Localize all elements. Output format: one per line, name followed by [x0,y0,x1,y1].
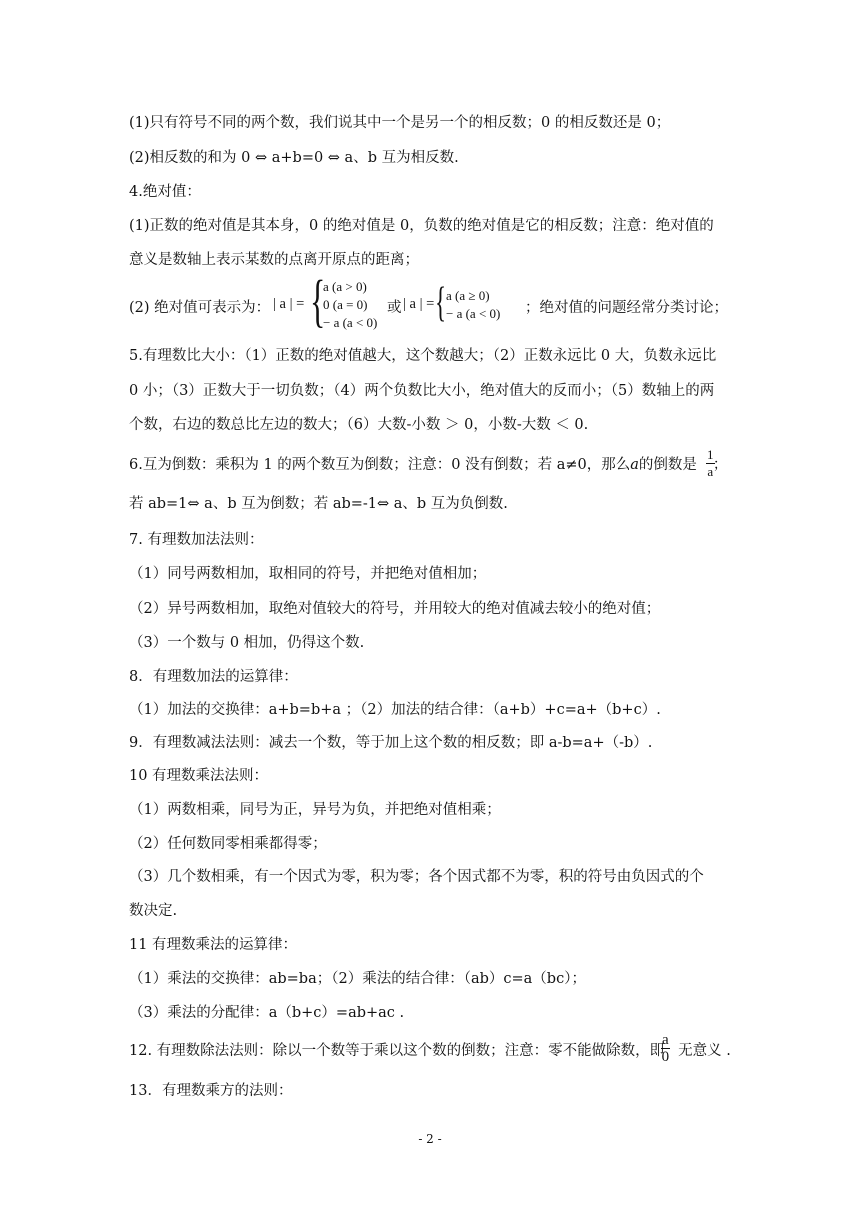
text-segment: 12. 有理数除法法则：除以一个数等于乘以这个数的倒数；注意：零不能做除数，即 [129,1043,665,1059]
text-line: 数决定. [129,903,178,919]
fraction-numerator: a [662,1032,669,1048]
text-line: （3）乘法的分配律：a（b+c）=ab+ac . [129,1005,405,1021]
text-line: （1）乘法的交换律：ab=ba；（2）乘法的结合律：（ab）c=a（bc）； [129,971,586,987]
fraction-numerator: 1 [707,447,714,462]
text-line: （3）一个数与 0 相加，仍得这个数. [129,635,365,651]
text-line: 0 小；（3）正数大于一切负数；（4）两个负数比大小，绝对值大的反而小；（5）数轴上的两 [129,383,715,399]
text-line: (2)相反数的和为 0 ⇔ a+b=0 ⇔ a、b 互为相反数. [129,150,459,166]
abs-value-formula [129,268,739,334]
text-line-division [129,1041,731,1061]
text-line: （1）同号两数相加，取相同的符号，并把绝对值相加； [129,566,487,582]
case-row: 0 (a = 0) [323,297,368,312]
formula-lhs-2: | a | = [403,296,435,312]
formula-prefix: (2) 绝对值可表示为： [129,300,271,316]
fraction-a-over-zero [661,1032,670,1065]
italic-var: a [630,457,639,473]
left-brace-icon: { [435,280,447,326]
text-line: 若 ab=1⇔ a、b 互为倒数；若 ab=-1⇔ a、b 互为负倒数. [129,496,508,512]
text-line: （1）两数相乘，同号为正，异号为负，并把绝对值相乘； [129,802,501,818]
fraction-denominator: a [707,464,714,479]
cases-three [323,278,377,332]
text-line: （1）加法的交换律：a+b=b+a ；（2）加法的结合律：（a+b）+c=a+（b+c）. [129,702,661,718]
left-brace-icon: { [310,268,326,333]
cases-two [446,287,500,323]
section-heading: 7. 有理数加法法则： [129,532,264,548]
case-row: − a (a < 0) [323,315,378,330]
fraction-denominator: 0 [661,1049,670,1065]
text-line: (1)正数的绝对值是其本身，0 的绝对值是 0，负数的绝对值是它的相反数；注意：绝对值的 [129,218,714,234]
section-heading: 9．有理数减法法则：减去一个数，等于加上这个数的相反数；即 a-b=a+（-b）. [129,735,653,751]
text-segment: 无意义 . [678,1043,731,1059]
text-segment: 6.互为倒数：乘积为 1 的两个数互为倒数；注意：0 没有倒数；若 a≠0，那么 [129,457,631,473]
section-heading: 4.绝对值： [129,184,201,200]
section-heading: 8．有理数加法的运算律： [129,669,298,685]
section-heading: 11 有理数乘法的运算律： [129,937,298,953]
section-heading: 10 有理数乘法法则： [129,768,269,784]
text-line: 5.有理数比大小：（1）正数的绝对值越大，这个数越大；（2）正数永远比 0 大，负数永远比 [129,348,717,364]
case-row: − a (a < 0) [446,306,501,321]
page-number: - 2 - [418,1132,442,1146]
formula-lhs-1: | a | = [273,296,305,312]
text-segment: ； [712,457,728,473]
case-row: a (a > 0) [323,279,367,294]
text-line: （3）几个数相乘，有一个因式为零，积为零；各个因式都不为零，积的符号由负因式的个 [129,869,704,885]
section-heading: 13．有理数乘方的法则： [129,1083,293,1099]
text-line: (1)只有符号不同的两个数，我们说其中一个是另一个的相反数；0 的相反数还是 0； [129,115,671,131]
formula-suffix: ；绝对值的问题经常分类讨论； [525,300,728,316]
text-line: 意义是数轴上表示某数的点离开原点的距离； [129,252,419,268]
text-line-reciprocal [129,455,727,475]
text-segment: 的倒数是 [638,457,697,473]
text-line: （2）任何数同零相乘都得零； [129,836,327,852]
or-word: 或 [387,300,402,316]
text-line: （2）异号两数相加，取绝对值较大的符号，并用较大的绝对值减去较小的绝对值； [129,601,661,617]
text-line: 个数，右边的数总比左边的数大；（6）大数-小数 ＞ 0，小数-大数 ＜ 0. [129,417,589,433]
case-row: a (a ≥ 0) [446,288,490,303]
fraction-one-over-a [706,447,715,480]
